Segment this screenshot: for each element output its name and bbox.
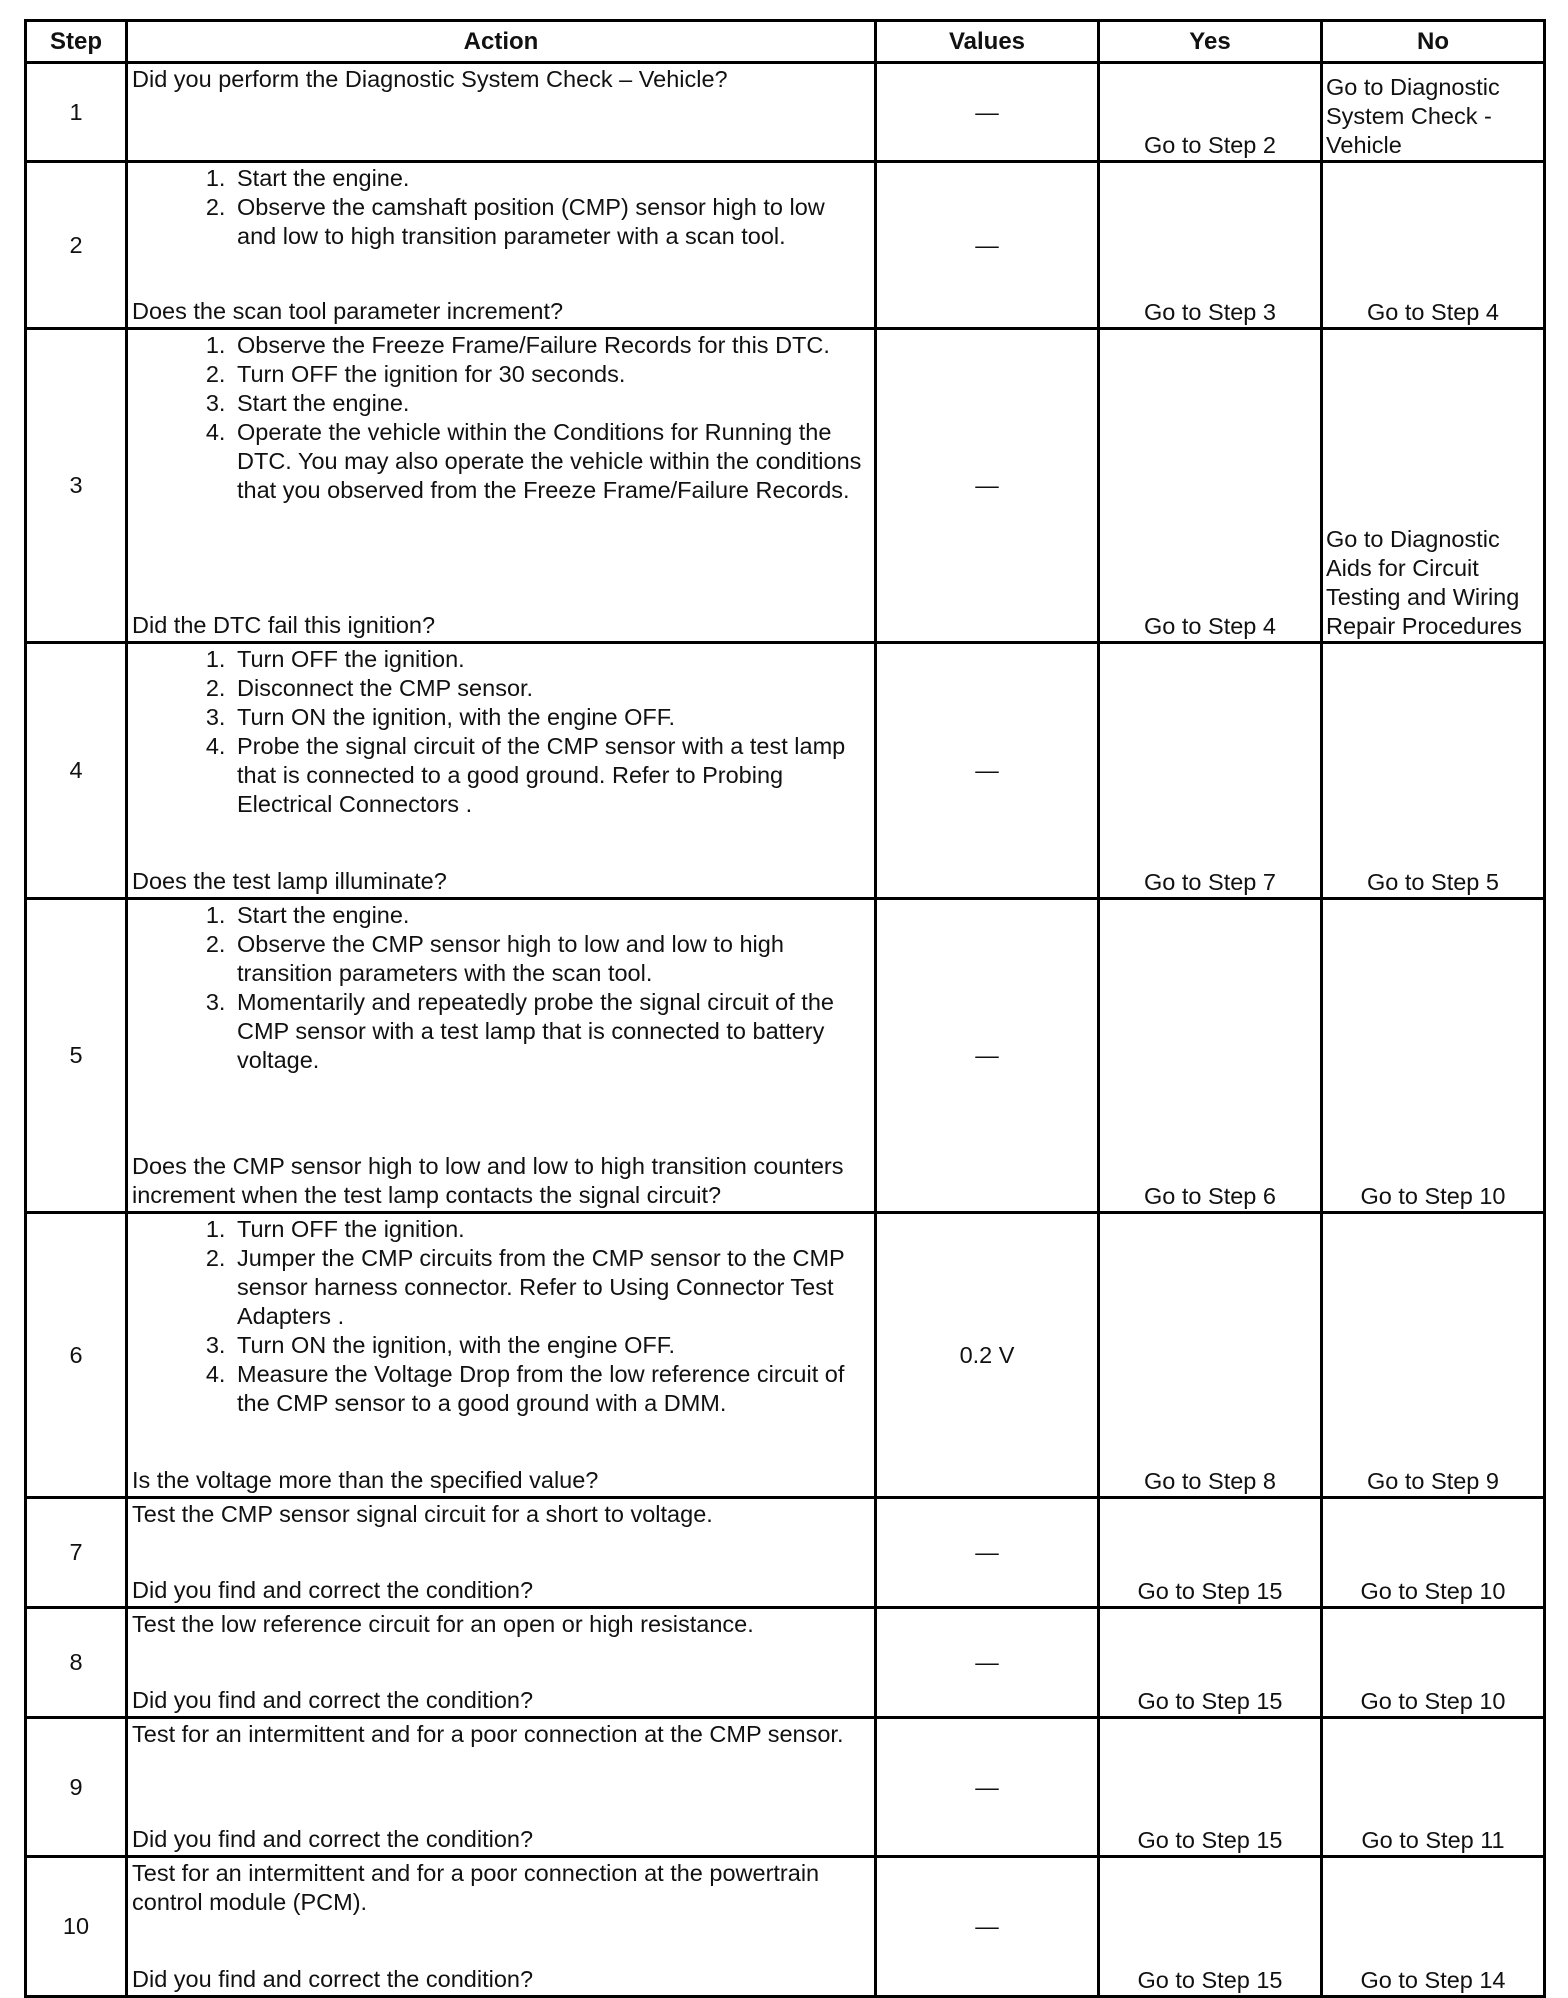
list-item: 1. Turn OFF the ignition. [232, 1215, 870, 1244]
values-cell: — [876, 1857, 1099, 1997]
action-text: Test the low reference circuit for an open or high resistance. [132, 1611, 754, 1637]
yes-cell: Go to Step 15 [1099, 1608, 1322, 1718]
list-item: 4. Measure the Voltage Drop from the low reference circuit of the CMP sensor to a good ground with a DMM. [232, 1360, 870, 1418]
list-item: 3. Momentarily and repeatedly probe the signal circuit of the CMP sensor with a test lamp that is connected to battery voltage. [232, 988, 870, 1075]
values-cell: 0.2 V [876, 1213, 1099, 1498]
list-item: 3. Start the engine. [232, 389, 870, 418]
table-row [26, 643, 1545, 899]
action-steps-list [132, 645, 870, 819]
step-number: 6 [26, 1213, 127, 1498]
header-step: Step [26, 21, 127, 63]
list-item: 2. Turn OFF the ignition for 30 seconds. [232, 360, 870, 389]
action-cell [127, 1857, 876, 1997]
header-values: Values [876, 21, 1099, 63]
values-cell: — [876, 1718, 1099, 1857]
list-item: 3. Turn ON the ignition, with the engine OFF. [232, 703, 870, 732]
list-item: 1. Start the engine. [232, 164, 870, 193]
action-question: Does the CMP sensor high to low and low to high transition counters increment when the test lamp contacts the signal circuit? [132, 1153, 844, 1208]
list-item: 2. Observe the CMP sensor high to low and low to high transition parameters with the scan tool. [232, 930, 870, 988]
yes-cell: Go to Step 6 [1099, 899, 1322, 1213]
table-row [26, 63, 1545, 162]
values-cell: — [876, 329, 1099, 643]
yes-cell: Go to Step 4 [1099, 329, 1322, 643]
list-item: 1. Start the engine. [232, 901, 870, 930]
action-question: Did you find and correct the condition? [132, 1826, 534, 1852]
action-steps-list [132, 164, 870, 251]
action-cell [127, 1608, 876, 1718]
action-question: Did you find and correct the condition? [132, 1966, 534, 1992]
step-number: 7 [26, 1498, 127, 1608]
yes-cell: Go to Step 7 [1099, 643, 1322, 899]
values-cell: — [876, 63, 1099, 162]
action-question: Does the scan tool parameter increment? [132, 298, 564, 324]
no-cell: Go to Step 9 [1322, 1213, 1545, 1498]
yes-cell: Go to Step 15 [1099, 1498, 1322, 1608]
table-row [26, 1213, 1545, 1498]
yes-cell: Go to Step 3 [1099, 162, 1322, 329]
step-number: 1 [26, 63, 127, 162]
action-cell [127, 329, 876, 643]
no-cell: Go to Step 4 [1322, 162, 1545, 329]
header-action: Action [127, 21, 876, 63]
action-text: Test for an intermittent and for a poor connection at the powertrain control module (PCM). [132, 1860, 820, 1915]
action-question: Did the DTC fail this ignition? [132, 612, 436, 638]
list-item: 1. Observe the Freeze Frame/Failure Records for this DTC. [232, 331, 870, 360]
table-row [26, 1857, 1545, 1997]
values-cell: — [876, 1608, 1099, 1718]
header-row [26, 21, 1545, 63]
step-number: 5 [26, 899, 127, 1213]
table-row [26, 1718, 1545, 1857]
yes-cell: Go to Step 15 [1099, 1857, 1322, 1997]
table-row [26, 1608, 1545, 1718]
no-cell: Go to Step 5 [1322, 643, 1545, 899]
action-question: Does the test lamp illuminate? [132, 868, 447, 894]
action-question: Did you find and correct the condition? [132, 1687, 534, 1713]
table-row [26, 162, 1545, 329]
values-cell: — [876, 643, 1099, 899]
action-question: Is the voltage more than the specified value? [132, 1467, 599, 1493]
no-cell: Go to Step 10 [1322, 899, 1545, 1213]
no-cell: Go to Diagnostic System Check - Vehicle [1322, 63, 1545, 162]
action-steps-list [132, 901, 870, 1075]
yes-cell: Go to Step 15 [1099, 1718, 1322, 1857]
table-row [26, 899, 1545, 1213]
action-cell [127, 1498, 876, 1608]
no-cell: Go to Step 10 [1322, 1498, 1545, 1608]
list-item: 2. Disconnect the CMP sensor. [232, 674, 870, 703]
table-row [26, 329, 1545, 643]
table-row [26, 1498, 1545, 1608]
yes-cell: Go to Step 8 [1099, 1213, 1322, 1498]
header-no: No [1322, 21, 1545, 63]
action-text: Did you perform the Diagnostic System Check – Vehicle? [132, 66, 728, 92]
step-number: 10 [26, 1857, 127, 1997]
list-item: 2. Jumper the CMP circuits from the CMP sensor to the CMP sensor harness connector. Refer to Using Connector Test Adapters . [232, 1244, 870, 1331]
yes-cell: Go to Step 2 [1099, 63, 1322, 162]
action-steps-list [132, 331, 870, 505]
action-question: Did you find and correct the condition? [132, 1577, 534, 1603]
action-text: Test the CMP sensor signal circuit for a short to voltage. [132, 1501, 713, 1527]
action-steps-list [132, 1215, 870, 1418]
values-cell: — [876, 162, 1099, 329]
no-cell: Go to Step 10 [1322, 1608, 1545, 1718]
no-cell: Go to Diagnostic Aids for Circuit Testing and Wiring Repair Procedures [1322, 329, 1545, 643]
action-cell [127, 643, 876, 899]
action-cell [127, 1718, 876, 1857]
no-cell: Go to Step 14 [1322, 1857, 1545, 1997]
action-cell [127, 63, 876, 162]
list-item: 4. Operate the vehicle within the Conditions for Running the DTC. You may also operate the vehicle within the conditions that you observed from the Freeze Frame/Failure Records. [232, 418, 870, 505]
diagnostic-table [24, 19, 1546, 1998]
no-cell: Go to Step 11 [1322, 1718, 1545, 1857]
step-number: 3 [26, 329, 127, 643]
header-yes: Yes [1099, 21, 1322, 63]
action-cell [127, 899, 876, 1213]
step-number: 2 [26, 162, 127, 329]
list-item: 3. Turn ON the ignition, with the engine OFF. [232, 1331, 870, 1360]
step-number: 8 [26, 1608, 127, 1718]
step-number: 9 [26, 1718, 127, 1857]
action-cell [127, 162, 876, 329]
list-item: 1. Turn OFF the ignition. [232, 645, 870, 674]
action-cell [127, 1213, 876, 1498]
action-text: Test for an intermittent and for a poor connection at the CMP sensor. [132, 1721, 844, 1747]
values-cell: — [876, 1498, 1099, 1608]
list-item: 4. Probe the signal circuit of the CMP sensor with a test lamp that is connected to a good ground. Refer to Probing Electrical Connectors . [232, 732, 870, 819]
step-number: 4 [26, 643, 127, 899]
values-cell: — [876, 899, 1099, 1213]
list-item: 2. Observe the camshaft position (CMP) sensor high to low and low to high transition parameter with a scan tool. [232, 193, 870, 251]
